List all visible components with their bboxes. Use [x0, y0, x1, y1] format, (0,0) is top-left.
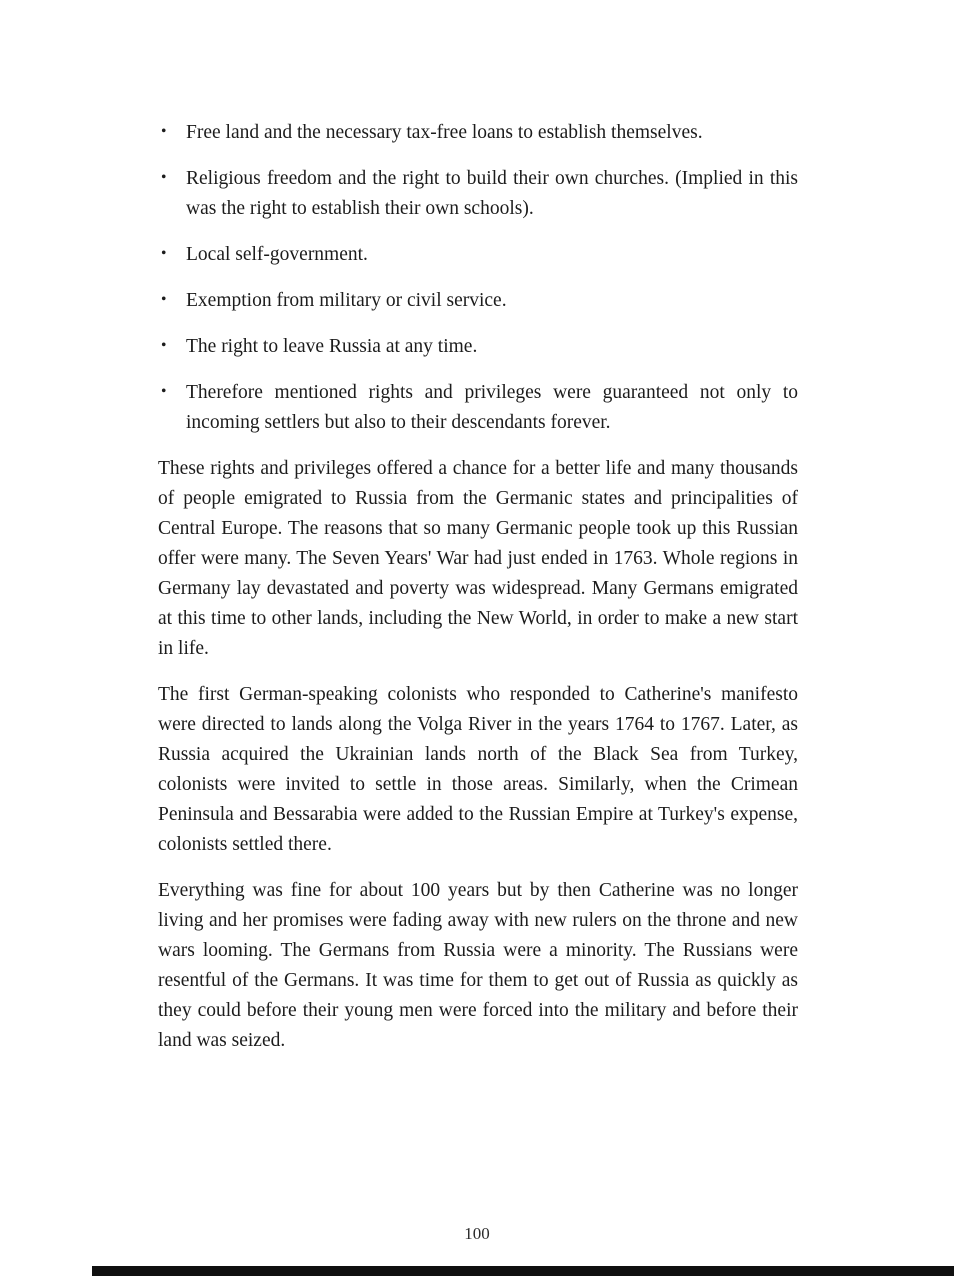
paragraph: These rights and privileges offered a chance for a better life and many thousands of people emigrated to Russia from the Germanic states and principalities of Central Europe. The reasons that so many Germanic people took up this Russian offer were many. The Seven Years' War had just ended in 1763. Whole regions in Germany lay devastated and poverty was widespread. Many Germans emigrated at this time to other lands, including the New World, in order to make a new start in life. [158, 458, 798, 659]
scan-edge-bar [92, 1266, 954, 1276]
bullet-icon: • [161, 245, 167, 262]
bullet-text: Free land and the necessary tax-free loans to establish themselves. [186, 122, 703, 143]
bullet-item [158, 378, 798, 438]
bullet-item [158, 164, 798, 224]
bullet-icon: • [161, 123, 167, 140]
bullet-item [158, 118, 798, 148]
page-number: 100 [464, 1224, 490, 1243]
bullet-text: Local self-government. [186, 244, 368, 265]
bullet-item [158, 240, 798, 270]
paragraph: The first German-speaking colonists who responded to Catherine's manifesto were directed to lands along the Volga River in the years 1764 to 1767. Later, as Russia acquired the Ukrainian lands north of the Black Sea from Turkey, colonists were invited to settle in those areas. Similarly, when the Crimean Peninsula and Bessarabia were added to the Russian Empire at Turkey's expense, colonists settled there. [158, 684, 798, 855]
bullet-text: Therefore mentioned rights and privileges were guaranteed not only to incoming settlers but also to their descendants forever. [186, 382, 798, 433]
bullet-icon: • [161, 291, 167, 308]
bullet-icon: • [161, 383, 167, 400]
bullet-text: Religious freedom and the right to build their own churches. (Implied in this was the right to establish their own schools). [186, 168, 798, 219]
bullet-text: The right to leave Russia at any time. [186, 336, 478, 357]
bullet-item [158, 286, 798, 316]
bullet-icon: • [161, 337, 167, 354]
paragraph: Everything was fine for about 100 years but by then Catherine was no longer living and her promises were fading away with new rulers on the throne and new wars looming. The Germans from Russia were a minority. The Russians were resentful of the Germans. It was time for them to get out of Russia as quickly as they could before their young men were forced into the military and before their land was seized. [158, 880, 798, 1051]
bullet-text: Exemption from military or civil service. [186, 290, 507, 311]
page-content [158, 118, 798, 1072]
bullet-item [158, 332, 798, 362]
bullet-list [158, 118, 798, 438]
bullet-icon: • [161, 169, 167, 186]
